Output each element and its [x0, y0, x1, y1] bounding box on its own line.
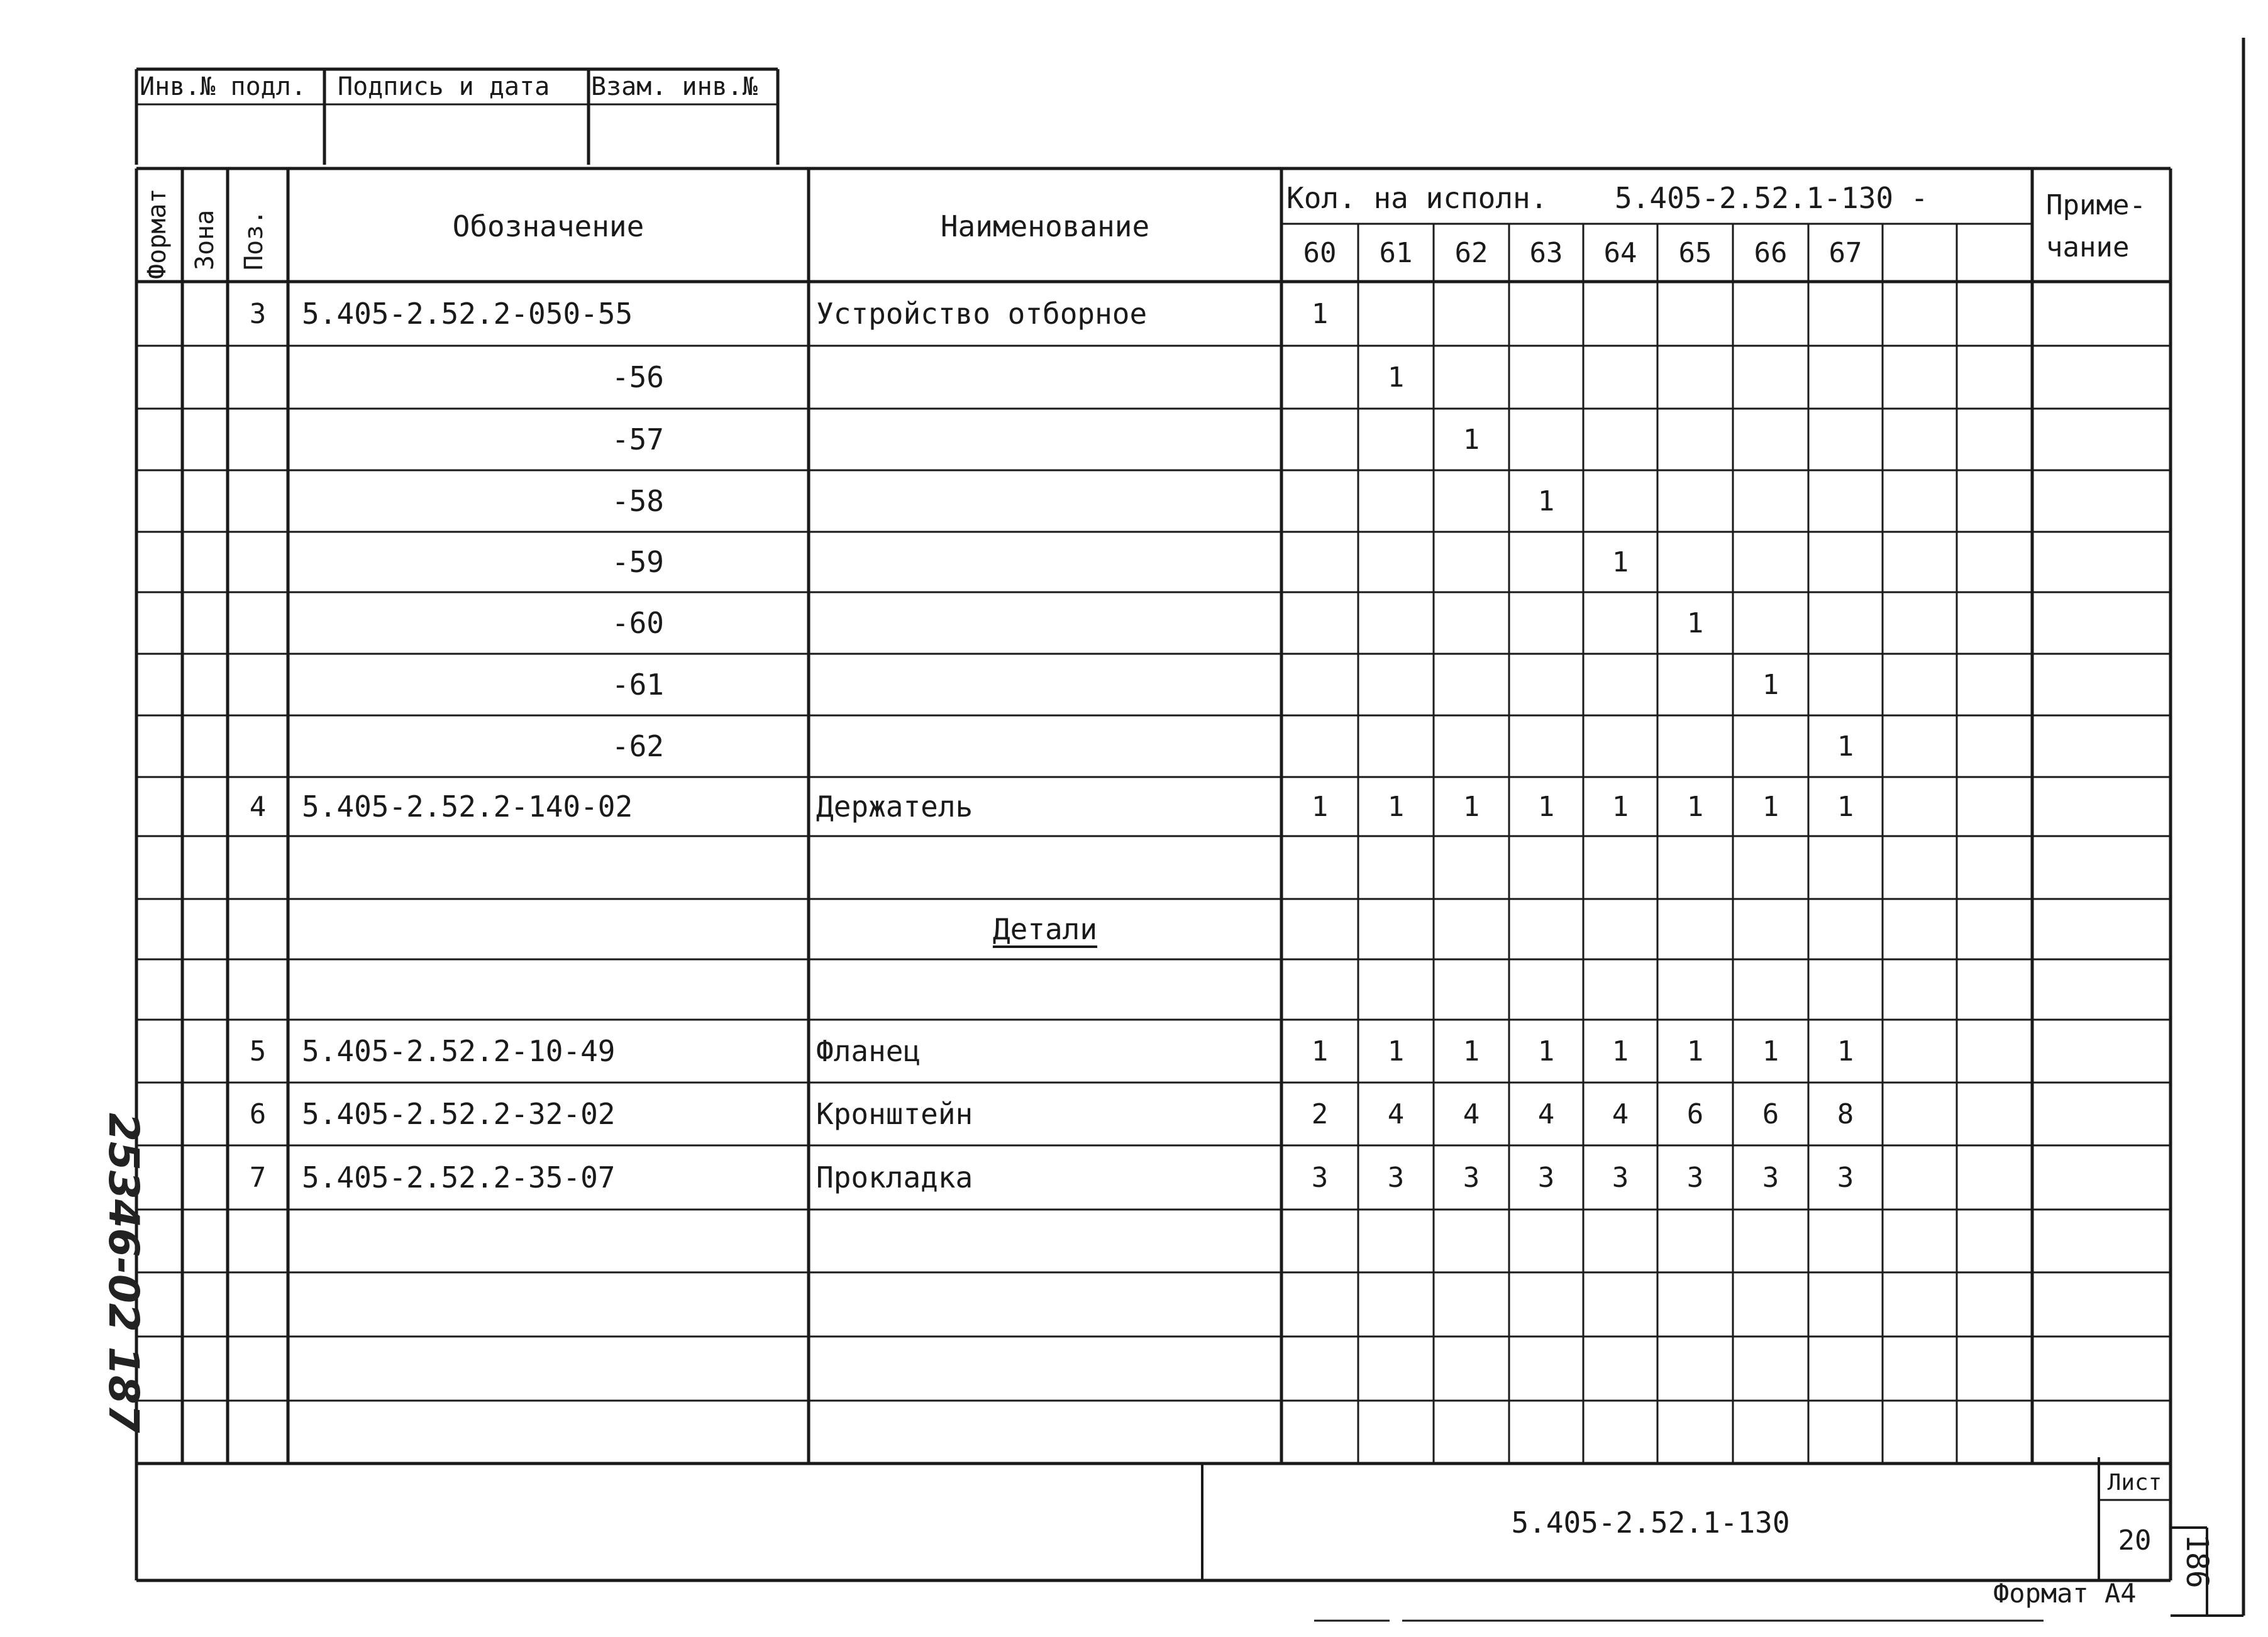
row-oboznachenie — [288, 836, 809, 899]
row-qty-cell — [1883, 592, 1957, 654]
row-qty-cell — [1583, 282, 1657, 346]
row-qty-cell — [1583, 1272, 1657, 1337]
row-naimenovanie — [809, 346, 1281, 409]
row-qty-cell — [1358, 592, 1434, 654]
row-qty-cell: 1 — [1387, 1035, 1405, 1067]
row-poz — [228, 836, 288, 899]
row-qty-cell — [1957, 654, 2032, 715]
variant-header-cell: 65 — [1678, 236, 1712, 269]
row-qty-cell — [1883, 1401, 1957, 1463]
row-qty-cell — [1657, 470, 1733, 532]
row-qty-cell — [1358, 899, 1434, 959]
row-poz — [228, 899, 288, 959]
row-qty-cell — [1281, 899, 1358, 959]
row-qty-cell — [1808, 346, 1883, 409]
variant-header-cell: 62 — [1454, 236, 1488, 269]
row-qty-cell — [1883, 1145, 1957, 1210]
row-qty-cell: 1 — [1762, 668, 1779, 701]
row-qty-cell — [1509, 409, 1583, 470]
row-qty-cell — [1957, 1337, 2032, 1401]
row-qty-cell — [1883, 715, 1957, 777]
row-oboznachenie: 5.405-2.52.2-35-07 — [302, 1160, 616, 1194]
row-qty-cell — [1281, 346, 1358, 409]
row-qty-cell — [1957, 470, 2032, 532]
row-qty-cell — [1733, 1401, 1808, 1463]
row-qty-cell — [1358, 409, 1434, 470]
row-poz — [228, 532, 288, 592]
row-qty-cell: 1 — [1612, 790, 1629, 823]
row-qty-cell — [1434, 1272, 1509, 1337]
row-qty-cell — [1281, 836, 1358, 899]
row-poz — [228, 1272, 288, 1337]
variant-header-cell: 66 — [1754, 236, 1788, 269]
row-qty-cell — [1883, 346, 1957, 409]
side-number: 186 — [2179, 1534, 2215, 1589]
variant-header-cell — [1957, 224, 2032, 282]
row-qty-cell — [1509, 592, 1583, 654]
row-qty-cell — [1509, 346, 1583, 409]
row-poz — [228, 1401, 288, 1463]
row-qty-cell — [1583, 1401, 1657, 1463]
row-qty-cell — [1509, 532, 1583, 592]
row-qty-cell — [1957, 777, 2032, 836]
row-qty-cell — [1957, 532, 2032, 592]
row-qty-cell: 4 — [1463, 1098, 1480, 1130]
row-qty-cell — [1883, 282, 1957, 346]
row-qty-cell — [1281, 959, 1358, 1020]
row-naimenovanie — [809, 470, 1281, 532]
row-naimenovanie: Фланец — [816, 1034, 921, 1068]
section-heading: Детали — [992, 912, 1098, 946]
header-doc-prefix: 5.405-2.52.1-130 - — [1615, 181, 1928, 215]
row-qty-cell: 1 — [1311, 297, 1329, 330]
row-qty-cell — [1733, 592, 1808, 654]
row-qty-cell — [1281, 1210, 1358, 1272]
row-naimenovanie — [809, 409, 1281, 470]
row-qty-cell: 6 — [1686, 1098, 1704, 1130]
row-qty-cell: 1 — [1686, 1035, 1704, 1067]
row-qty-cell — [1733, 1210, 1808, 1272]
variant-header-cell: 60 — [1303, 236, 1337, 269]
variant-header-cell — [1883, 224, 1957, 282]
row-oboznachenie: -60 — [611, 606, 664, 640]
row-qty-cell — [1957, 409, 2032, 470]
row-qty-cell — [1657, 1401, 1733, 1463]
row-qty-cell: 1 — [1537, 790, 1555, 823]
row-qty-cell — [1509, 1272, 1583, 1337]
doc-number: 5.405-2.52.1-130 — [1511, 1506, 1790, 1540]
row-qty-cell — [1883, 959, 1957, 1020]
row-qty-cell — [1509, 282, 1583, 346]
row-poz — [228, 346, 288, 409]
row-qty-cell — [1657, 715, 1733, 777]
row-naimenovanie — [809, 959, 1281, 1020]
row-qty-cell — [1957, 899, 2032, 959]
row-qty-cell — [1583, 470, 1657, 532]
row-qty-cell: 4 — [1612, 1098, 1629, 1130]
row-naimenovanie — [809, 1401, 1281, 1463]
vzam-inv-label: Взам. инв.№ — [591, 72, 758, 101]
row-qty-cell: 3 — [1686, 1161, 1704, 1194]
row-oboznachenie: -56 — [611, 360, 664, 394]
row-qty-cell — [1281, 1272, 1358, 1337]
row-qty-cell: 1 — [1537, 485, 1555, 517]
row-qty-cell — [1434, 532, 1509, 592]
row-qty-cell — [1657, 1337, 1733, 1401]
row-qty-cell — [1583, 899, 1657, 959]
row-qty-cell — [1957, 836, 2032, 899]
row-qty-cell: 3 — [1311, 1161, 1329, 1194]
header-zona: Зона — [191, 209, 219, 270]
row-oboznachenie — [288, 899, 809, 959]
row-qty-cell — [1733, 959, 1808, 1020]
row-qty-cell — [1281, 470, 1358, 532]
row-qty-cell: 1 — [1612, 546, 1629, 578]
row-qty-cell — [1808, 836, 1883, 899]
row-qty-cell — [1434, 715, 1509, 777]
row-qty-cell — [1808, 1401, 1883, 1463]
row-naimenovanie — [809, 592, 1281, 654]
row-qty-cell — [1883, 470, 1957, 532]
row-poz — [228, 470, 288, 532]
row-qty-cell — [1657, 1272, 1733, 1337]
row-naimenovanie — [809, 715, 1281, 777]
row-qty-cell — [1883, 836, 1957, 899]
row-qty-cell — [1808, 470, 1883, 532]
row-qty-cell — [1657, 282, 1733, 346]
row-qty-cell — [1657, 899, 1733, 959]
row-qty-cell — [1358, 1210, 1434, 1272]
row-qty-cell — [1808, 959, 1883, 1020]
header-oboznachenie: Обозначение — [452, 209, 644, 243]
row-qty-cell — [1883, 1272, 1957, 1337]
row-qty-cell — [1281, 409, 1358, 470]
row-poz: 4 — [249, 790, 267, 823]
row-oboznachenie — [288, 959, 809, 1020]
row-qty-cell — [1883, 409, 1957, 470]
row-qty-cell — [1733, 282, 1808, 346]
header-poz: Поз. — [240, 209, 268, 270]
row-qty-cell — [1733, 1272, 1808, 1337]
row-qty-cell — [1957, 1401, 2032, 1463]
row-qty-cell — [1509, 1337, 1583, 1401]
row-oboznachenie: 5.405-2.52.2-050-55 — [302, 297, 633, 331]
row-qty-cell — [1358, 715, 1434, 777]
row-qty-cell: 1 — [1463, 423, 1480, 456]
row-qty-cell — [1808, 1272, 1883, 1337]
row-qty-cell: 3 — [1387, 1161, 1405, 1194]
row-qty-cell — [1358, 959, 1434, 1020]
row-oboznachenie: -62 — [611, 729, 664, 763]
row-qty-cell — [1509, 899, 1583, 959]
row-qty-cell — [1509, 836, 1583, 899]
row-oboznachenie — [288, 1401, 809, 1463]
row-qty-cell — [1883, 899, 1957, 959]
row-qty-cell — [1733, 346, 1808, 409]
row-qty-cell: 1 — [1762, 790, 1779, 823]
row-qty-cell: 6 — [1762, 1098, 1779, 1130]
row-qty-cell — [1808, 654, 1883, 715]
row-qty-cell — [1957, 282, 2032, 346]
header-format: Формат — [143, 188, 172, 279]
row-oboznachenie: 5.405-2.52.2-32-02 — [302, 1097, 616, 1131]
row-poz — [228, 715, 288, 777]
row-poz: 6 — [249, 1098, 267, 1130]
header-naimenovanie: Наименование — [940, 209, 1150, 243]
row-oboznachenie: -58 — [611, 484, 664, 518]
row-qty-cell: 8 — [1837, 1098, 1854, 1130]
row-qty-cell — [1583, 654, 1657, 715]
row-qty-cell — [1583, 409, 1657, 470]
row-qty-cell: 4 — [1387, 1098, 1405, 1130]
row-qty-cell — [1957, 1083, 2032, 1145]
row-qty-cell — [1434, 346, 1509, 409]
row-qty-cell — [1733, 409, 1808, 470]
row-qty-cell — [1733, 715, 1808, 777]
row-qty-cell — [1434, 959, 1509, 1020]
row-qty-cell — [1957, 1145, 2032, 1210]
row-qty-cell: 3 — [1762, 1161, 1779, 1194]
row-oboznachenie: 5.405-2.52.2-10-49 — [302, 1034, 616, 1068]
row-naimenovanie — [809, 1272, 1281, 1337]
row-qty-cell: 1 — [1537, 1035, 1555, 1067]
row-qty-cell — [1281, 654, 1358, 715]
sheet-number: 20 — [2118, 1524, 2152, 1557]
row-poz — [228, 1210, 288, 1272]
row-qty-cell — [1509, 959, 1583, 1020]
row-qty-cell: 1 — [1612, 1035, 1629, 1067]
row-qty-cell: 3 — [1537, 1161, 1555, 1194]
row-qty-cell — [1733, 1337, 1808, 1401]
row-qty-cell — [1957, 1020, 2032, 1083]
row-qty-cell — [1883, 1083, 1957, 1145]
row-qty-cell — [1883, 1337, 1957, 1401]
row-qty-cell: 1 — [1387, 361, 1405, 394]
row-qty-cell: 1 — [1837, 1035, 1854, 1067]
row-qty-cell — [1808, 532, 1883, 592]
variant-header-cell: 63 — [1529, 236, 1563, 269]
row-qty-cell — [1883, 654, 1957, 715]
row-qty-cell: 1 — [1387, 790, 1405, 823]
row-poz — [228, 592, 288, 654]
row-naimenovanie: Прокладка — [816, 1160, 973, 1194]
row-qty-cell — [1583, 959, 1657, 1020]
row-qty-cell: 1 — [1762, 1035, 1779, 1067]
row-naimenovanie: Кронштейн — [816, 1097, 973, 1131]
row-qty-cell — [1657, 346, 1733, 409]
row-qty-cell — [1358, 470, 1434, 532]
row-qty-cell — [1808, 409, 1883, 470]
row-qty-cell — [1957, 346, 2032, 409]
row-qty-cell — [1434, 654, 1509, 715]
row-qty-cell — [1957, 1272, 2032, 1337]
row-qty-cell — [1434, 836, 1509, 899]
row-naimenovanie — [809, 532, 1281, 592]
podpis-data-label: Подпись и дата — [338, 72, 550, 101]
row-qty-cell: 3 — [1612, 1161, 1629, 1194]
row-qty-cell — [1657, 1210, 1733, 1272]
row-qty-cell — [1583, 592, 1657, 654]
row-qty-cell — [1434, 899, 1509, 959]
row-qty-cell — [1583, 836, 1657, 899]
row-qty-cell — [1808, 282, 1883, 346]
row-qty-cell — [1358, 1272, 1434, 1337]
row-qty-cell — [1883, 1210, 1957, 1272]
row-qty-cell — [1883, 777, 1957, 836]
row-qty-cell — [1434, 1401, 1509, 1463]
inv-podl-label: Инв.№ подл. — [140, 72, 306, 101]
row-oboznachenie — [288, 1337, 809, 1401]
header-prim-1: Приме- — [2046, 189, 2146, 221]
row-qty-cell — [1657, 409, 1733, 470]
row-qty-cell — [1509, 654, 1583, 715]
header-kol: Кол. на исполн. — [1286, 181, 1548, 215]
row-qty-cell: 4 — [1537, 1098, 1555, 1130]
row-qty-cell — [1883, 532, 1957, 592]
row-qty-cell — [1434, 1210, 1509, 1272]
row-oboznachenie: 5.405-2.52.2-140-02 — [302, 790, 633, 824]
row-qty-cell — [1957, 592, 2032, 654]
row-qty-cell — [1657, 654, 1733, 715]
variant-header-cell: 67 — [1828, 236, 1862, 269]
row-qty-cell — [1281, 1401, 1358, 1463]
row-poz: 5 — [249, 1035, 267, 1067]
row-qty-cell — [1957, 1210, 2032, 1272]
row-poz — [228, 409, 288, 470]
row-naimenovanie — [809, 1210, 1281, 1272]
row-qty-cell — [1657, 836, 1733, 899]
variant-header-cell: 61 — [1379, 236, 1413, 269]
variant-header-cell: 64 — [1603, 236, 1637, 269]
sheet-label: Лист — [2107, 1469, 2162, 1496]
row-oboznachenie: -57 — [611, 422, 664, 456]
row-qty-cell — [1509, 1401, 1583, 1463]
row-qty-cell — [1657, 532, 1733, 592]
row-qty-cell — [1281, 1337, 1358, 1401]
row-qty-cell: 1 — [1686, 607, 1704, 639]
row-qty-cell — [1808, 1337, 1883, 1401]
row-qty-cell — [1358, 1401, 1434, 1463]
row-naimenovanie — [809, 1337, 1281, 1401]
row-qty-cell — [1883, 1020, 1957, 1083]
row-naimenovanie — [809, 654, 1281, 715]
row-qty-cell — [1358, 282, 1434, 346]
row-oboznachenie — [288, 1272, 809, 1337]
row-qty-cell — [1808, 592, 1883, 654]
row-qty-cell — [1358, 654, 1434, 715]
row-poz — [228, 654, 288, 715]
row-qty-cell — [1957, 959, 2032, 1020]
row-qty-cell — [1733, 899, 1808, 959]
row-qty-cell: 1 — [1311, 790, 1329, 823]
row-poz — [228, 1337, 288, 1401]
row-qty-cell — [1808, 899, 1883, 959]
row-oboznachenie: -61 — [611, 668, 664, 702]
row-qty-cell — [1733, 836, 1808, 899]
margin-handwritten-note: 25346-02 187 — [99, 1113, 148, 1433]
row-qty-cell — [1358, 532, 1434, 592]
row-qty-cell — [1583, 346, 1657, 409]
row-naimenovanie — [809, 836, 1281, 899]
format-label: Формат А4 — [1993, 1578, 2137, 1609]
row-qty-cell: 1 — [1686, 790, 1704, 823]
row-qty-cell — [1509, 1210, 1583, 1272]
row-qty-cell — [1583, 1210, 1657, 1272]
row-qty-cell: 3 — [1463, 1161, 1480, 1194]
row-qty-cell — [1434, 282, 1509, 346]
row-qty-cell — [1733, 470, 1808, 532]
row-qty-cell — [1657, 959, 1733, 1020]
row-poz: 3 — [249, 297, 267, 330]
row-qty-cell — [1281, 715, 1358, 777]
row-poz: 7 — [249, 1161, 267, 1194]
row-qty-cell: 1 — [1837, 730, 1854, 763]
row-qty-cell — [1281, 532, 1358, 592]
row-poz — [228, 959, 288, 1020]
row-qty-cell — [1281, 592, 1358, 654]
row-qty-cell — [1358, 836, 1434, 899]
row-qty-cell: 1 — [1463, 1035, 1480, 1067]
row-qty-cell: 1 — [1311, 1035, 1329, 1067]
row-oboznachenie: -59 — [611, 545, 664, 579]
row-naimenovanie: Держатель — [816, 790, 973, 824]
row-qty-cell: 1 — [1837, 790, 1854, 823]
row-qty-cell — [1358, 1337, 1434, 1401]
row-qty-cell — [1583, 1337, 1657, 1401]
row-qty-cell — [1733, 532, 1808, 592]
row-qty-cell — [1583, 715, 1657, 777]
row-qty-cell — [1434, 1337, 1509, 1401]
row-qty-cell — [1434, 470, 1509, 532]
row-qty-cell — [1957, 715, 2032, 777]
row-qty-cell: 2 — [1311, 1098, 1329, 1130]
row-naimenovanie: Устройство отборное — [816, 297, 1148, 331]
row-qty-cell — [1509, 715, 1583, 777]
row-oboznachenie — [288, 1210, 809, 1272]
row-qty-cell: 3 — [1837, 1161, 1854, 1194]
header-prim-2: чание — [2046, 231, 2130, 263]
row-qty-cell — [1434, 592, 1509, 654]
row-qty-cell — [1808, 1210, 1883, 1272]
row-qty-cell: 1 — [1463, 790, 1480, 823]
